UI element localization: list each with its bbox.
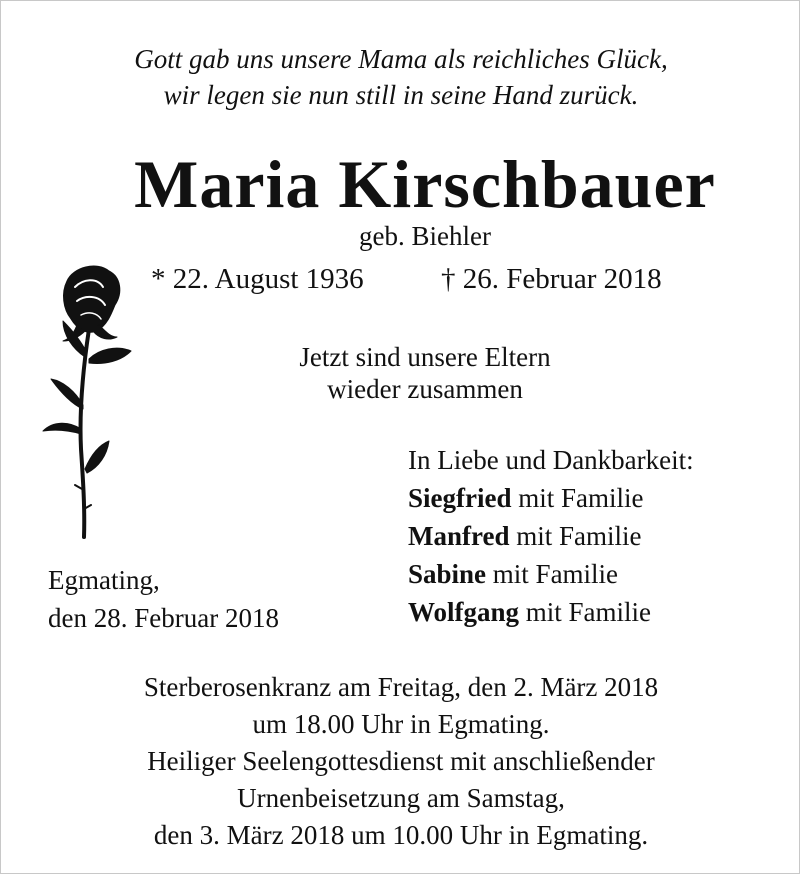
family-heading: In Liebe und Dankbarkeit: — [408, 445, 694, 475]
service-line: den 3. März 2018 um 10.00 Uhr in Egmating. — [153, 820, 649, 850]
member-suffix: mit Familie — [516, 521, 642, 551]
family-member — [408, 479, 694, 517]
member-suffix: mit Familie — [518, 483, 644, 513]
member-name: Manfred — [408, 521, 510, 551]
service-information — [1, 669, 800, 854]
member-name: Sabine — [408, 559, 487, 589]
member-suffix: mit Familie — [492, 559, 619, 589]
place-and-date — [48, 561, 279, 637]
birth-name: geb. Biehler — [359, 221, 491, 251]
date-line: den 28. Februar 2018 — [48, 603, 279, 633]
motto-line-1: Gott gab uns unsere Mama als reichliches Glück, — [134, 44, 668, 74]
service-line: Urnenbeisetzung am Samstag, — [237, 783, 565, 813]
reunion-line-1: Jetzt sind unsere Eltern — [299, 342, 551, 372]
reunion-line-2: wieder zusammen — [327, 374, 523, 404]
death-date-line — [441, 263, 662, 296]
service-line: Sterberosenkranz am Freitag, den 2. März 2018 — [143, 672, 659, 702]
service-line: Heiliger Seelengottesdienst mit anschließender — [147, 746, 655, 776]
family-signatures — [408, 441, 694, 631]
death-date: 26. Februar 2018 — [462, 263, 662, 295]
deceased-name: Maria Kirschbauer — [134, 146, 716, 222]
service-line: um 18.00 Uhr in Egmating. — [252, 709, 550, 739]
motto-line-2: wir legen sie nun still in seine Hand zurück. — [163, 80, 639, 110]
member-name: Wolfgang — [408, 597, 520, 627]
member-name: Siegfried — [408, 483, 512, 513]
place-line: Egmating, — [48, 565, 160, 595]
family-member — [408, 593, 694, 631]
death-symbol: † — [441, 263, 456, 295]
birth-date-line — [151, 263, 364, 296]
member-suffix: mit Familie — [525, 597, 652, 627]
family-member — [408, 555, 694, 593]
birth-date: 22. August 1936 — [172, 263, 364, 295]
family-member — [408, 517, 694, 555]
birth-symbol: * — [151, 263, 166, 295]
